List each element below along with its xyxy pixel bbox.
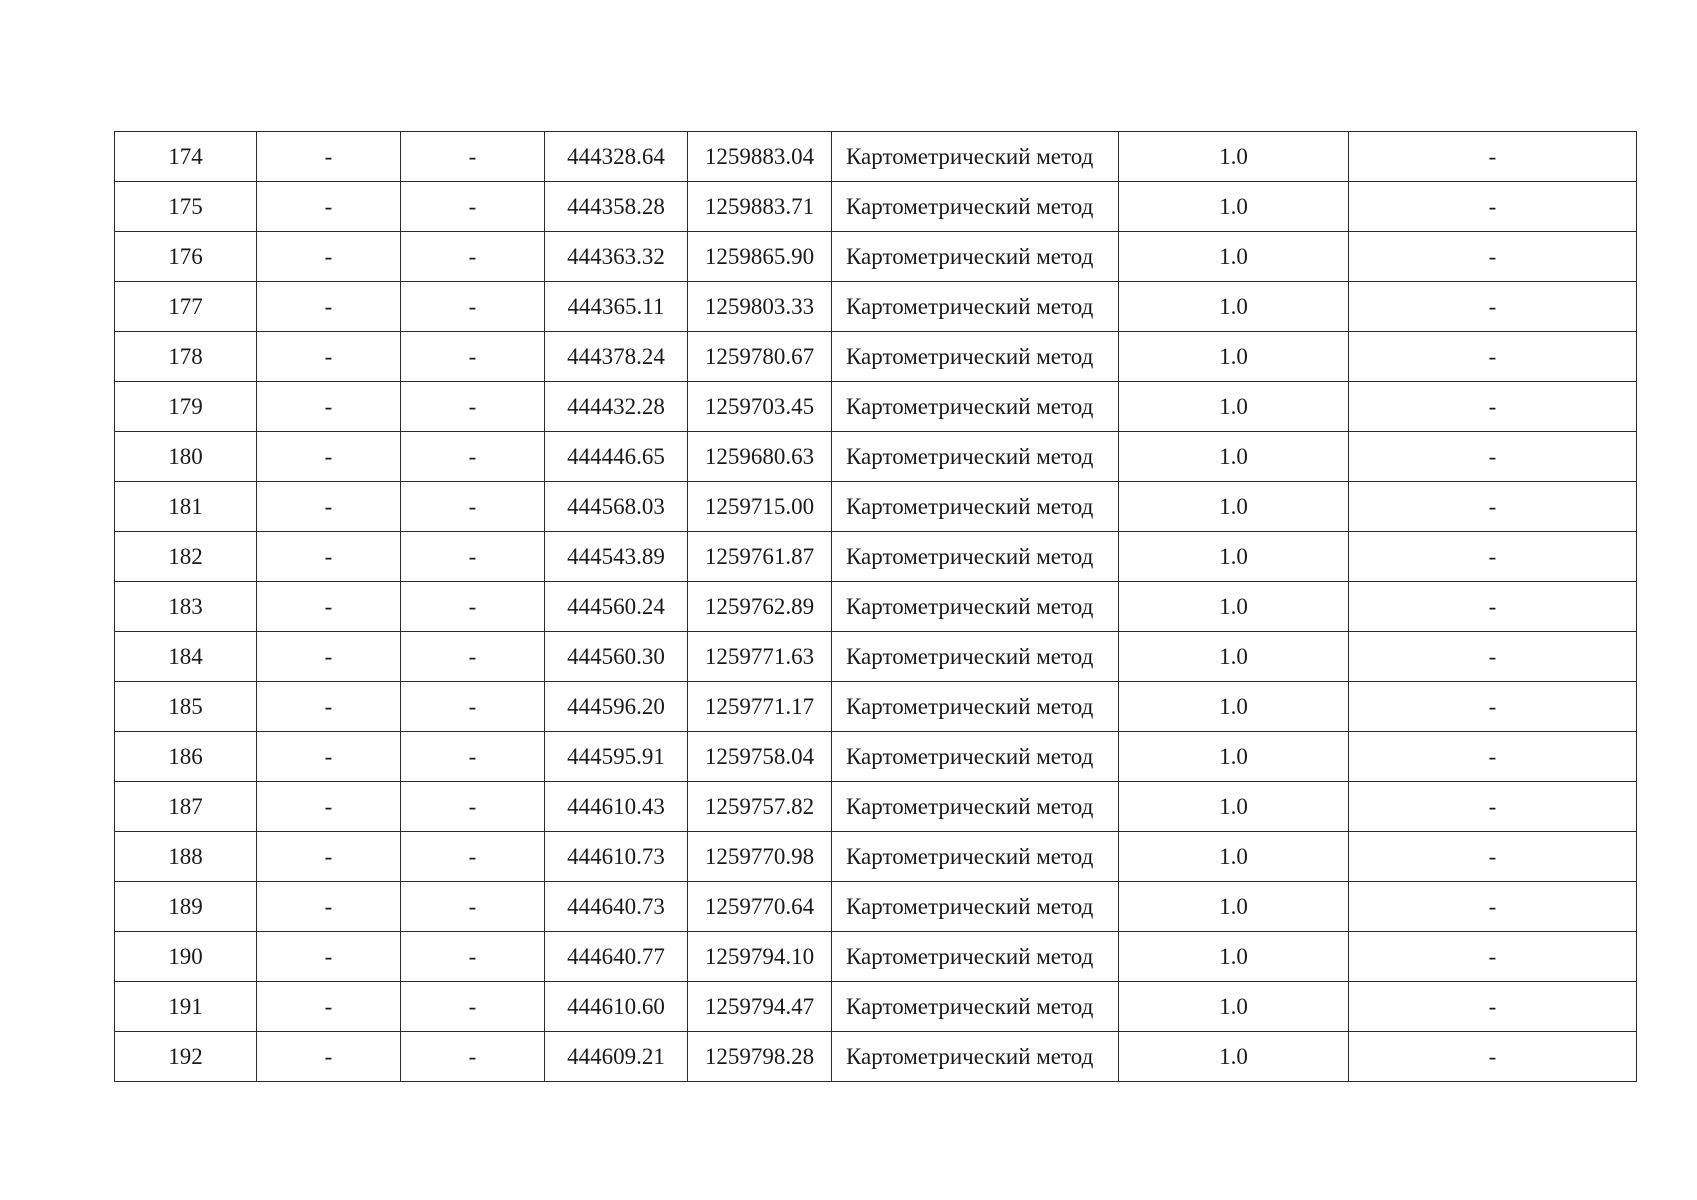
method-cell: Картометрический метод (832, 432, 1119, 482)
accuracy-cell: 1.0 (1119, 832, 1349, 882)
point-number-cell: 191 (115, 982, 257, 1032)
y-coordinate-cell: 1259865.90 (688, 232, 832, 282)
prev-y-cell: - (401, 382, 545, 432)
method-cell: Картометрический метод (832, 832, 1119, 882)
x-coordinate-cell: 444446.65 (545, 432, 688, 482)
method-cell: Картометрический метод (832, 282, 1119, 332)
method-cell: Картометрический метод (832, 182, 1119, 232)
y-coordinate-cell: 1259758.04 (688, 732, 832, 782)
description-cell: - (1349, 1032, 1637, 1082)
point-number-cell: 174 (115, 132, 257, 182)
accuracy-cell: 1.0 (1119, 232, 1349, 282)
table-body (115, 132, 1637, 1082)
point-number-cell: 178 (115, 332, 257, 382)
y-coordinate-cell: 1259770.64 (688, 882, 832, 932)
method-cell: Картометрический метод (832, 682, 1119, 732)
prev-x-cell: - (257, 232, 401, 282)
prev-x-cell: - (257, 282, 401, 332)
table-row (115, 282, 1637, 332)
method-cell: Картометрический метод (832, 882, 1119, 932)
table-row (115, 382, 1637, 432)
y-coordinate-cell: 1259715.00 (688, 482, 832, 532)
table-row (115, 1032, 1637, 1082)
x-coordinate-cell: 444610.73 (545, 832, 688, 882)
point-number-cell: 182 (115, 532, 257, 582)
prev-x-cell: - (257, 782, 401, 832)
point-number-cell: 180 (115, 432, 257, 482)
point-number-cell: 190 (115, 932, 257, 982)
prev-x-cell: - (257, 132, 401, 182)
description-cell: - (1349, 882, 1637, 932)
prev-x-cell: - (257, 332, 401, 382)
table-row (115, 482, 1637, 532)
method-cell: Картометрический метод (832, 532, 1119, 582)
prev-x-cell: - (257, 1032, 401, 1082)
description-cell: - (1349, 732, 1637, 782)
point-number-cell: 184 (115, 632, 257, 682)
accuracy-cell: 1.0 (1119, 882, 1349, 932)
method-cell: Картометрический метод (832, 632, 1119, 682)
prev-y-cell: - (401, 582, 545, 632)
method-cell: Картометрический метод (832, 232, 1119, 282)
prev-x-cell: - (257, 732, 401, 782)
accuracy-cell: 1.0 (1119, 382, 1349, 432)
prev-y-cell: - (401, 782, 545, 832)
x-coordinate-cell: 444640.73 (545, 882, 688, 932)
prev-y-cell: - (401, 282, 545, 332)
description-cell: - (1349, 582, 1637, 632)
point-number-cell: 192 (115, 1032, 257, 1082)
accuracy-cell: 1.0 (1119, 932, 1349, 982)
x-coordinate-cell: 444610.60 (545, 982, 688, 1032)
method-cell: Картометрический метод (832, 582, 1119, 632)
x-coordinate-cell: 444560.24 (545, 582, 688, 632)
table-row (115, 132, 1637, 182)
table-row (115, 782, 1637, 832)
y-coordinate-cell: 1259761.87 (688, 532, 832, 582)
description-cell: - (1349, 782, 1637, 832)
table-row (115, 882, 1637, 932)
x-coordinate-cell: 444560.30 (545, 632, 688, 682)
description-cell: - (1349, 232, 1637, 282)
prev-y-cell: - (401, 832, 545, 882)
prev-x-cell: - (257, 882, 401, 932)
table-row (115, 832, 1637, 882)
y-coordinate-cell: 1259680.63 (688, 432, 832, 482)
table-row (115, 432, 1637, 482)
y-coordinate-cell: 1259780.67 (688, 332, 832, 382)
description-cell: - (1349, 532, 1637, 582)
x-coordinate-cell: 444378.24 (545, 332, 688, 382)
point-number-cell: 179 (115, 382, 257, 432)
method-cell: Картометрический метод (832, 982, 1119, 1032)
point-number-cell: 188 (115, 832, 257, 882)
y-coordinate-cell: 1259803.33 (688, 282, 832, 332)
method-cell: Картометрический метод (832, 782, 1119, 832)
x-coordinate-cell: 444596.20 (545, 682, 688, 732)
x-coordinate-cell: 444432.28 (545, 382, 688, 432)
x-coordinate-cell: 444640.77 (545, 932, 688, 982)
method-cell: Картометрический метод (832, 132, 1119, 182)
prev-y-cell: - (401, 332, 545, 382)
accuracy-cell: 1.0 (1119, 182, 1349, 232)
description-cell: - (1349, 432, 1637, 482)
point-number-cell: 185 (115, 682, 257, 732)
accuracy-cell: 1.0 (1119, 782, 1349, 832)
accuracy-cell: 1.0 (1119, 982, 1349, 1032)
prev-x-cell: - (257, 932, 401, 982)
point-number-cell: 186 (115, 732, 257, 782)
method-cell: Картометрический метод (832, 332, 1119, 382)
y-coordinate-cell: 1259794.10 (688, 932, 832, 982)
x-coordinate-cell: 444363.32 (545, 232, 688, 282)
y-coordinate-cell: 1259883.71 (688, 182, 832, 232)
description-cell: - (1349, 332, 1637, 382)
y-coordinate-cell: 1259757.82 (688, 782, 832, 832)
prev-x-cell: - (257, 982, 401, 1032)
x-coordinate-cell: 444328.64 (545, 132, 688, 182)
table-row (115, 932, 1637, 982)
point-number-cell: 175 (115, 182, 257, 232)
description-cell: - (1349, 832, 1637, 882)
description-cell: - (1349, 632, 1637, 682)
accuracy-cell: 1.0 (1119, 282, 1349, 332)
accuracy-cell: 1.0 (1119, 432, 1349, 482)
prev-x-cell: - (257, 832, 401, 882)
y-coordinate-cell: 1259794.47 (688, 982, 832, 1032)
accuracy-cell: 1.0 (1119, 132, 1349, 182)
prev-y-cell: - (401, 882, 545, 932)
prev-y-cell: - (401, 432, 545, 482)
prev-y-cell: - (401, 1032, 545, 1082)
accuracy-cell: 1.0 (1119, 632, 1349, 682)
prev-x-cell: - (257, 182, 401, 232)
prev-x-cell: - (257, 582, 401, 632)
y-coordinate-cell: 1259762.89 (688, 582, 832, 632)
prev-y-cell: - (401, 132, 545, 182)
y-coordinate-cell: 1259883.04 (688, 132, 832, 182)
accuracy-cell: 1.0 (1119, 582, 1349, 632)
prev-x-cell: - (257, 632, 401, 682)
table-row (115, 982, 1637, 1032)
y-coordinate-cell: 1259770.98 (688, 832, 832, 882)
prev-y-cell: - (401, 532, 545, 582)
table-row (115, 732, 1637, 782)
prev-y-cell: - (401, 232, 545, 282)
prev-y-cell: - (401, 182, 545, 232)
accuracy-cell: 1.0 (1119, 532, 1349, 582)
y-coordinate-cell: 1259798.28 (688, 1032, 832, 1082)
method-cell: Картометрический метод (832, 382, 1119, 432)
point-number-cell: 177 (115, 282, 257, 332)
prev-y-cell: - (401, 982, 545, 1032)
accuracy-cell: 1.0 (1119, 482, 1349, 532)
accuracy-cell: 1.0 (1119, 732, 1349, 782)
x-coordinate-cell: 444609.21 (545, 1032, 688, 1082)
table-row (115, 682, 1637, 732)
prev-y-cell: - (401, 932, 545, 982)
accuracy-cell: 1.0 (1119, 332, 1349, 382)
x-coordinate-cell: 444543.89 (545, 532, 688, 582)
accuracy-cell: 1.0 (1119, 1032, 1349, 1082)
coordinates-table (114, 131, 1637, 1082)
table-row (115, 332, 1637, 382)
method-cell: Картометрический метод (832, 482, 1119, 532)
prev-x-cell: - (257, 482, 401, 532)
description-cell: - (1349, 682, 1637, 732)
point-number-cell: 189 (115, 882, 257, 932)
table-row (115, 182, 1637, 232)
x-coordinate-cell: 444365.11 (545, 282, 688, 332)
description-cell: - (1349, 182, 1637, 232)
y-coordinate-cell: 1259771.17 (688, 682, 832, 732)
y-coordinate-cell: 1259703.45 (688, 382, 832, 432)
description-cell: - (1349, 932, 1637, 982)
method-cell: Картометрический метод (832, 1032, 1119, 1082)
prev-x-cell: - (257, 432, 401, 482)
prev-y-cell: - (401, 482, 545, 532)
prev-y-cell: - (401, 682, 545, 732)
prev-y-cell: - (401, 732, 545, 782)
description-cell: - (1349, 132, 1637, 182)
x-coordinate-cell: 444358.28 (545, 182, 688, 232)
table-row (115, 232, 1637, 282)
description-cell: - (1349, 482, 1637, 532)
method-cell: Картометрический метод (832, 732, 1119, 782)
description-cell: - (1349, 282, 1637, 332)
point-number-cell: 176 (115, 232, 257, 282)
x-coordinate-cell: 444595.91 (545, 732, 688, 782)
method-cell: Картометрический метод (832, 932, 1119, 982)
table-row (115, 632, 1637, 682)
y-coordinate-cell: 1259771.63 (688, 632, 832, 682)
point-number-cell: 187 (115, 782, 257, 832)
point-number-cell: 181 (115, 482, 257, 532)
table-row (115, 582, 1637, 632)
x-coordinate-cell: 444610.43 (545, 782, 688, 832)
prev-y-cell: - (401, 632, 545, 682)
description-cell: - (1349, 382, 1637, 432)
table-row (115, 532, 1637, 582)
description-cell: - (1349, 982, 1637, 1032)
prev-x-cell: - (257, 682, 401, 732)
point-number-cell: 183 (115, 582, 257, 632)
x-coordinate-cell: 444568.03 (545, 482, 688, 532)
prev-x-cell: - (257, 382, 401, 432)
accuracy-cell: 1.0 (1119, 682, 1349, 732)
prev-x-cell: - (257, 532, 401, 582)
